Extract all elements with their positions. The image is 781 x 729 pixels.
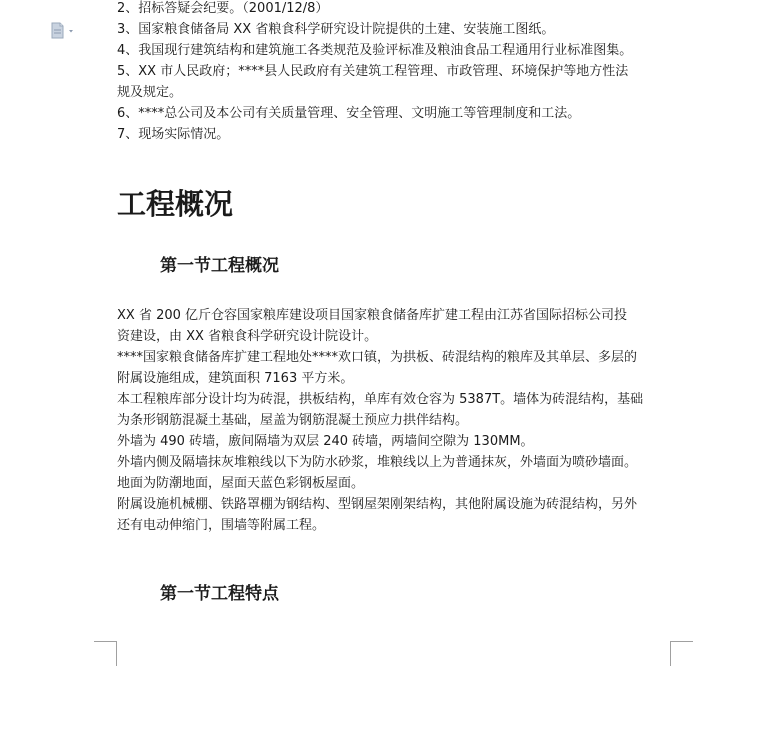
- paragraph-line: XX 省 200 亿斤仓容国家粮库建设项目国家粮食储备库扩建工程由江苏省国际招标公司投: [117, 308, 628, 323]
- paragraph-line: 还有电动伸缩门，围墙等附属工程。: [117, 518, 326, 533]
- paragraph-line: 外墙内侧及隔墙抹灰堆粮线以下为防水砂浆，堆粮线以上为普通抹灰，外墙面为喷砂墙面。: [117, 455, 638, 470]
- page-corner-mark-right: [670, 641, 693, 666]
- chevron-down-icon: [69, 30, 73, 33]
- reference-item: 5、XX 市人民政府；****县人民政府有关建筑工程管理、市政管理、环境保护等地方性法: [117, 64, 629, 79]
- document-icon: [50, 22, 78, 40]
- paragraph-line: 附属设施组成，建筑面积 7163 平方米。: [117, 371, 354, 386]
- reference-item: 4、我国现行建筑结构和建筑施工各类规范及验评标准及粮油食品工程通用行业标准图集。: [117, 43, 633, 58]
- reference-item-continued: 规及规定。: [117, 85, 183, 100]
- reference-item: 2、招标答疑会纪要。（2001/12/8）: [117, 1, 329, 16]
- paragraph-line: 资建设，由 XX 省粮食科学研究设计院设计。: [117, 329, 378, 344]
- chapter-title: 工程概况: [117, 187, 234, 221]
- paragraph-line: 地面为防潮地面，屋面天蓝色彩钢板屋面。: [117, 476, 365, 491]
- paragraph-line: ****国家粮食储备库扩建工程地处****欢口镇，为拱板、砖混结构的粮库及其单层、多层的: [117, 350, 638, 365]
- paragraph-line: 为条形钢筋混凝土基础，屋盖为钢筋混凝土预应力拱伴结构。: [117, 413, 469, 428]
- document-menu[interactable]: [50, 22, 78, 40]
- reference-item: 6、****总公司及本公司有关质量管理、安全管理、文明施工等管理制度和工法。: [117, 106, 581, 121]
- paragraph-line: 本工程粮库部分设计均为砖混，拱板结构，单库有效仓容为 5387T。墙体为砖混结构，基础: [117, 392, 644, 407]
- paragraph-line: 附属设施机械棚、铁路罩棚为钢结构、型钢屋架刚架结构，其他附属设施为砖混结构，另外: [117, 497, 638, 512]
- reference-item: 7、现场实际情况。: [117, 127, 230, 142]
- section-title: 第一节工程概况: [160, 256, 279, 276]
- section-title: 第一节工程特点: [160, 584, 279, 604]
- reference-item: 3、国家粮食储备局 XX 省粮食科学研究设计院提供的土建、安装施工图纸。: [117, 22, 555, 37]
- paragraph-line: 外墙为 490 砖墙，廒间隔墙为双层 240 砖墙，两墙间空隙为 130MM。: [117, 434, 534, 449]
- page-corner-mark-left: [94, 641, 117, 666]
